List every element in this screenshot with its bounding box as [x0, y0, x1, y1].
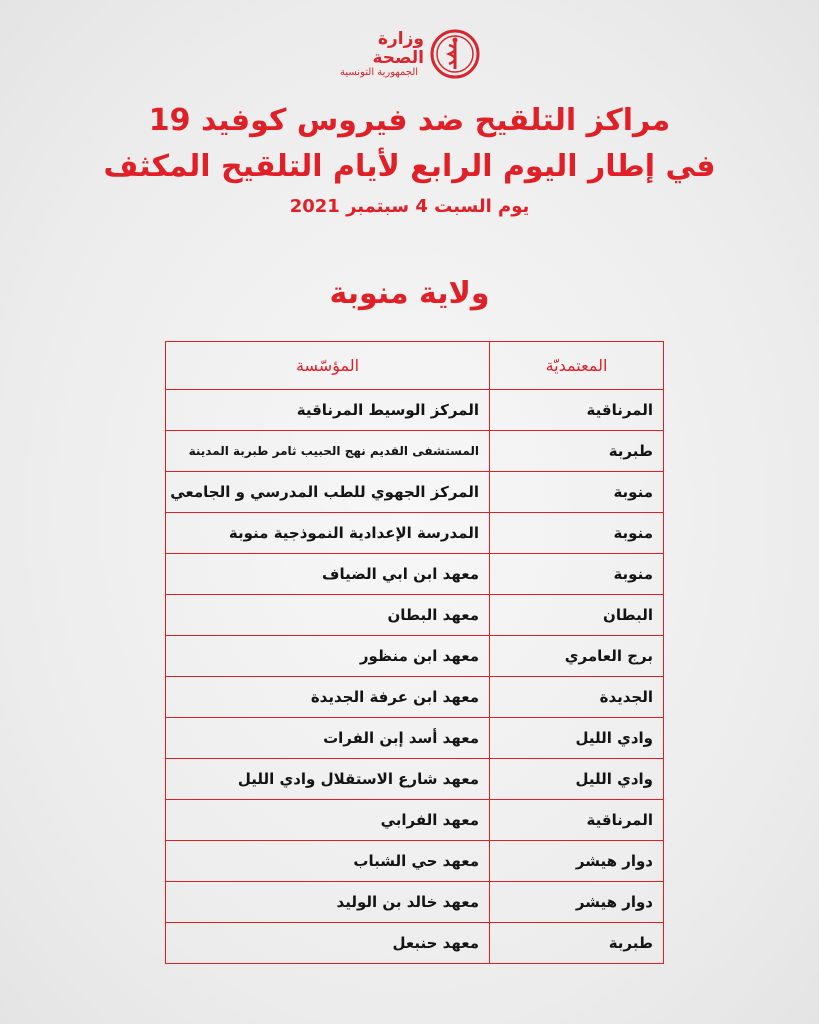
institution-cell: معهد شارع الاستقلال وادي الليل	[166, 759, 490, 800]
logo-title: وزارة الصحة	[372, 28, 424, 68]
delegation-cell: منوبة	[490, 513, 664, 554]
governorate-title: ولاية منوبة	[329, 276, 490, 311]
table-row	[166, 759, 664, 800]
logo-subtitle: الجمهورية التونسية	[340, 67, 419, 79]
column-header-institution: المؤسّسة	[166, 342, 490, 390]
table-header-row	[166, 342, 664, 390]
institution-cell: المركز الوسيط المرناقية	[166, 390, 490, 431]
table-row	[166, 595, 664, 636]
institution-cell: معهد ابن عرفة الجديدة	[166, 677, 490, 718]
delegation-cell: دوار هيشر	[490, 882, 664, 923]
table-row	[166, 677, 664, 718]
table-row	[166, 882, 664, 923]
delegation-cell: طبربة	[490, 431, 664, 472]
institution-cell: معهد ابن منظور	[166, 636, 490, 677]
delegation-cell: وادي الليل	[490, 759, 664, 800]
delegation-cell: البطان	[490, 595, 664, 636]
institution-cell: معهد الفرابي	[166, 800, 490, 841]
institution-cell: معهد حنبعل	[166, 923, 490, 964]
delegation-cell: برج العامري	[490, 636, 664, 677]
institution-cell: معهد البطان	[166, 595, 490, 636]
institution-cell: المدرسة الإعدادية النموذجية منوبة	[166, 513, 490, 554]
delegation-cell: طبربة	[490, 923, 664, 964]
institution-cell: معهد أسد إبن الفرات	[166, 718, 490, 759]
logo-text	[340, 30, 424, 78]
institution-cell: المستشفى القديم نهج الحبيب ثامر طبربة المدينة	[166, 431, 490, 472]
table-row	[166, 841, 664, 882]
title-line-2: في إطار اليوم الرابع لأيام التلقيح المكثف	[103, 149, 716, 184]
table-row	[166, 718, 664, 759]
table-row	[166, 513, 664, 554]
table-row	[166, 431, 664, 472]
column-header-delegation: المعتمديّة	[490, 342, 664, 390]
table-row	[166, 800, 664, 841]
table-row	[166, 923, 664, 964]
vaccination-centers-table	[165, 341, 664, 964]
delegation-cell: منوبة	[490, 472, 664, 513]
date-line: يوم السبت 4 سبتمبر 2021	[289, 196, 530, 217]
delegation-cell: وادي الليل	[490, 718, 664, 759]
delegation-cell: المرناقية	[490, 800, 664, 841]
table-row	[166, 554, 664, 595]
ministry-of-health-emblem-icon	[430, 29, 480, 79]
delegation-cell: منوبة	[490, 554, 664, 595]
institution-cell: معهد حي الشباب	[166, 841, 490, 882]
table-row	[166, 472, 664, 513]
delegation-cell: المرناقية	[490, 390, 664, 431]
title-line-1: مراكز التلقيح ضد فيروس كوفيد 19	[148, 103, 671, 138]
institution-cell: المركز الجهوي للطب المدرسي و الجامعي	[166, 472, 490, 513]
institution-cell: معهد خالد بن الوليد	[166, 882, 490, 923]
page-title	[0, 98, 819, 190]
delegation-cell: الجديدة	[490, 677, 664, 718]
institution-cell: معهد ابن ابي الضياف	[166, 554, 490, 595]
ministry-logo	[340, 24, 480, 84]
delegation-cell: دوار هيشر	[490, 841, 664, 882]
table-row	[166, 636, 664, 677]
table-row	[166, 390, 664, 431]
